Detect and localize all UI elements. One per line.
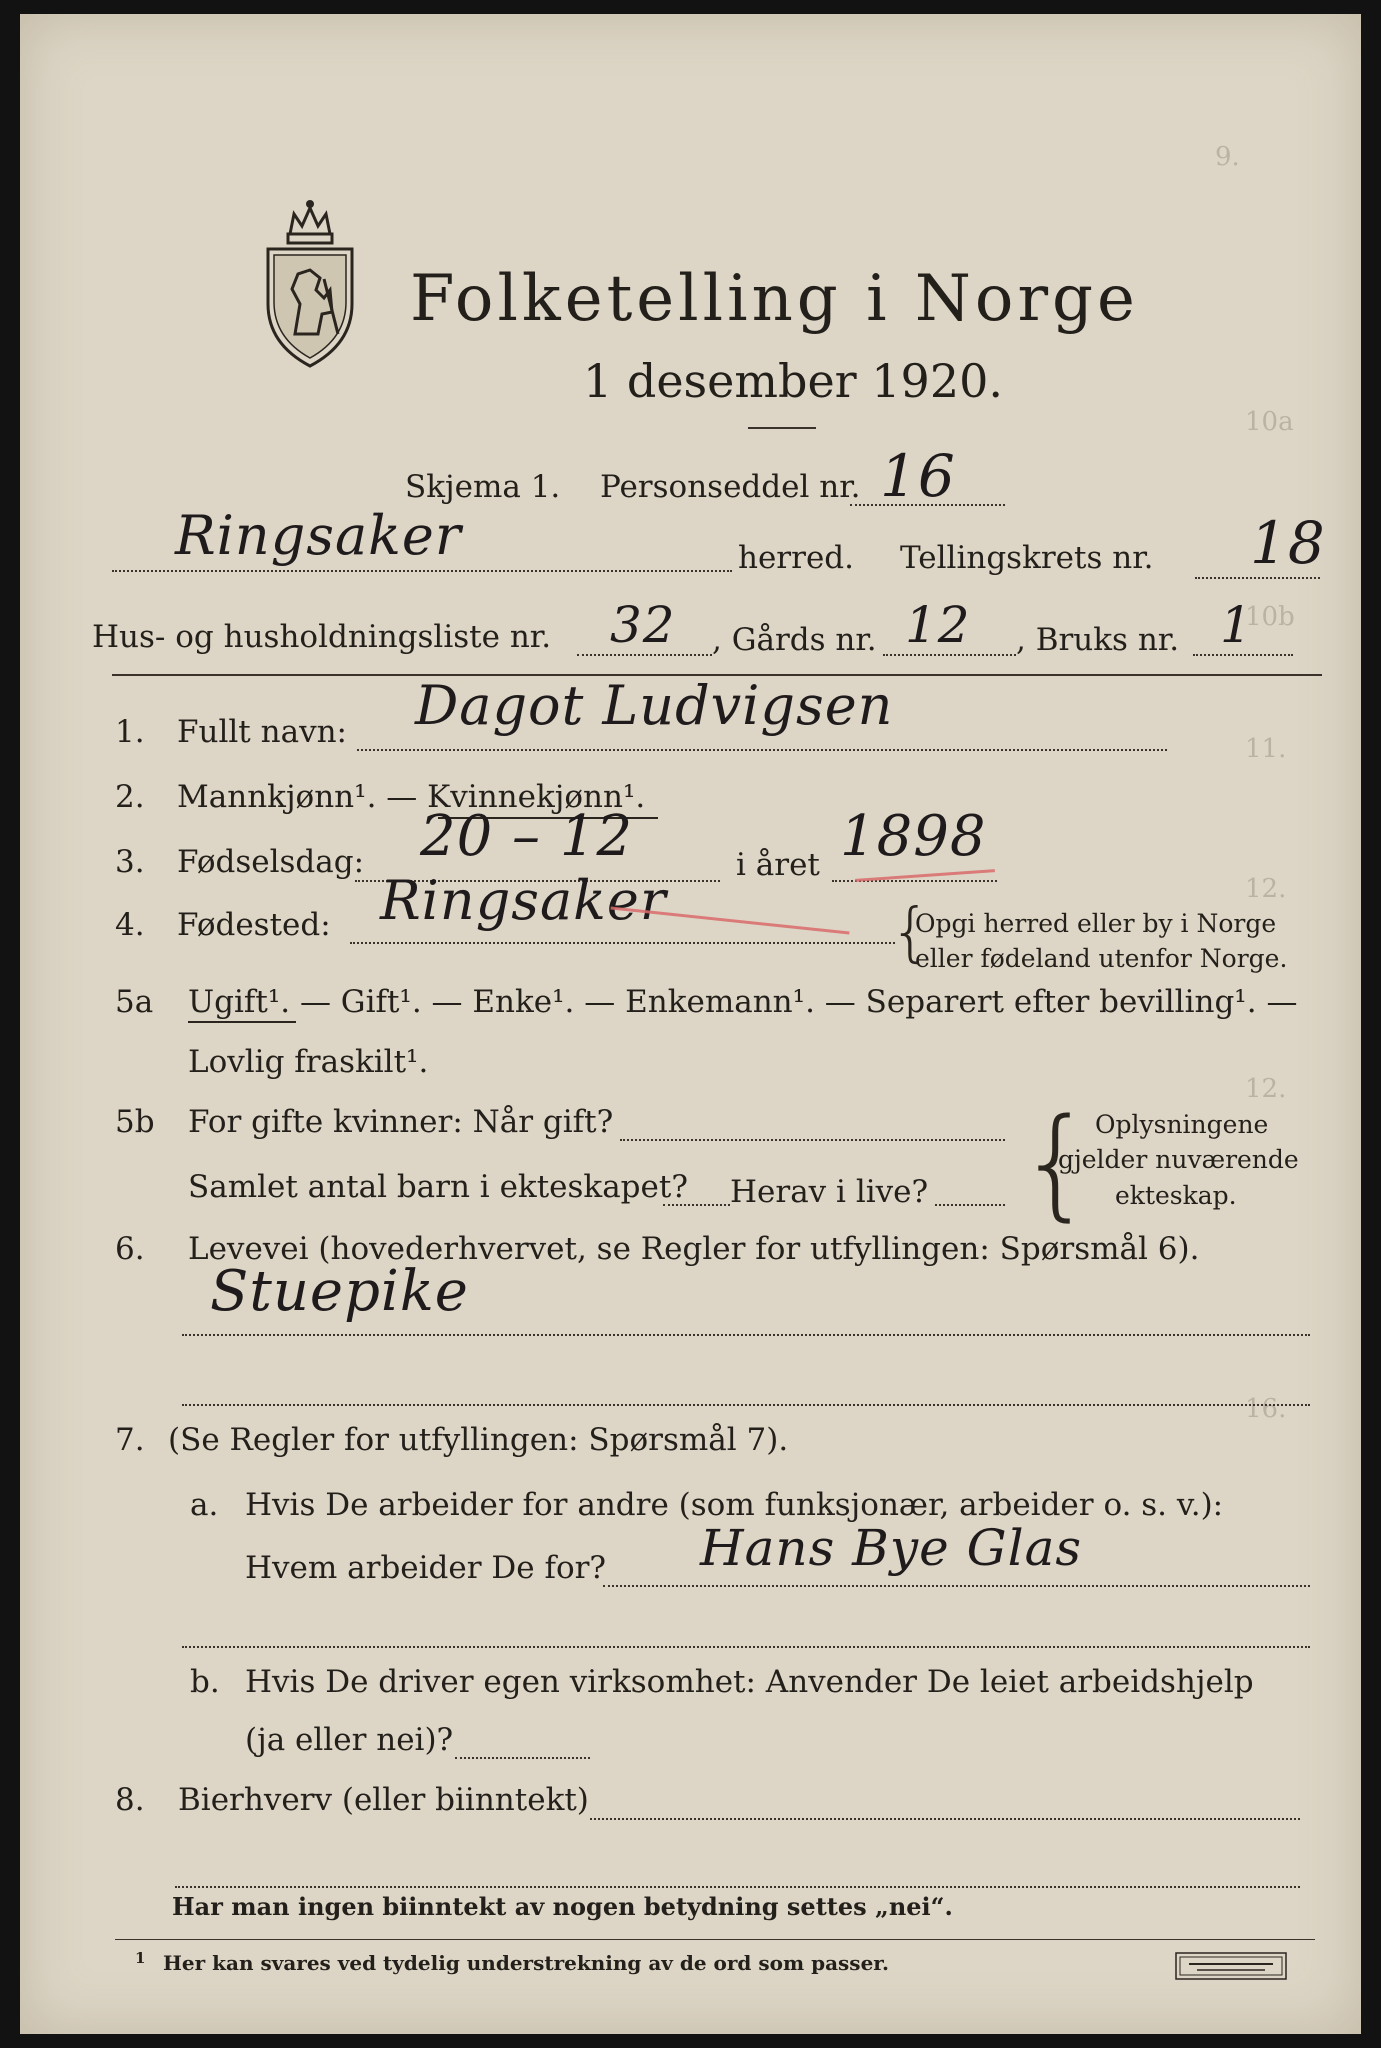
q4-number: 4. (115, 907, 145, 943)
q4-brace: { (890, 896, 931, 970)
q2-number: 2. (115, 779, 145, 815)
q4-note-line2: eller fødeland utenfor Norge. (915, 944, 1288, 973)
census-date: 1 desember 1920. (583, 354, 1003, 408)
personseddel-value[interactable]: 16 (880, 442, 956, 510)
q5b-brace: { (1018, 1094, 1095, 1233)
q7a-letter: a. (190, 1487, 219, 1523)
q1-number: 1. (115, 714, 145, 750)
norwegian-coat-of-arms-icon (260, 194, 360, 369)
gards-value[interactable]: 12 (905, 596, 971, 654)
q7b-letter: b. (190, 1664, 220, 1700)
q5b-note-line3: ekteskap. (1115, 1181, 1237, 1210)
q5b-note-line2: gjelder nuværende (1058, 1145, 1299, 1174)
q3-number: 3. (115, 844, 145, 880)
q4-label: Fødested: (177, 907, 331, 943)
form-title: Folketelling i Norge (410, 262, 1139, 336)
q3-year-value[interactable]: 1898 (840, 804, 987, 869)
personseddel-label: Personseddel nr. (600, 469, 861, 505)
footnote-marker: 1 (135, 1949, 146, 1967)
herred-value[interactable]: Ringsaker (175, 504, 462, 567)
bleed-through: 11. (1245, 734, 1287, 764)
q5a-label-cont: Lovlig fraskilt¹. (188, 1044, 429, 1080)
q6-label: Levevei (hovederhvervet, se Regler for utfyllingen: Spørsmål 6). (188, 1231, 1200, 1267)
footer-note: Har man ingen biinntekt av nogen betydning settes „nei“. (172, 1892, 953, 1921)
q5b-children-label: Samlet antal barn i ekteskapet? (188, 1169, 688, 1205)
q2-label: Mannkjønn¹. — Kvinnekjønn¹. (177, 779, 646, 815)
bruks-value[interactable]: 1 (1220, 596, 1253, 654)
q7b-label: Hvis De driver egen virksomhet: Anvender De leiet arbeidshjelp (245, 1664, 1254, 1700)
title-divider (748, 427, 816, 429)
tellingskrets-value[interactable]: 18 (1250, 509, 1326, 577)
q7a-value[interactable]: Hans Bye Glas (700, 1519, 1083, 1577)
q3-value[interactable]: 20 – 12 (420, 804, 634, 869)
gards-label: , Gårds nr. (712, 622, 877, 658)
q8-number: 8. (115, 1782, 145, 1818)
q4-note-line1: Opgi herred eller by i Norge (915, 909, 1277, 938)
q3-year-label: i året (736, 847, 820, 883)
bleed-through: 10b (1245, 602, 1295, 632)
hus-value[interactable]: 32 (610, 596, 676, 654)
q7-number: 7. (115, 1422, 145, 1458)
bleed-through: 12. (1245, 874, 1287, 904)
q8-label: Bierhverv (eller biinntekt) (178, 1782, 589, 1818)
bleed-through: 16. (1245, 1394, 1287, 1424)
q5a-selection-underline (188, 1021, 296, 1023)
q5a-label: Ugift¹. — Gift¹. — Enke¹. — Enkemann¹. — Separert efter bevilling¹. — (188, 984, 1298, 1020)
herred-label: herred. (738, 540, 854, 576)
footer-divider (115, 1939, 1315, 1940)
bleed-through: 12. (1245, 1074, 1287, 1104)
q1-value[interactable]: Dagot Ludvigsen (415, 674, 894, 737)
q3-label: Fødselsdag: (177, 844, 365, 880)
q7-label: (Se Regler for utfyllingen: Spørsmål 7). (168, 1422, 789, 1458)
hus-label: Hus- og husholdningsliste nr. (92, 619, 552, 655)
printer-stamp-icon (1175, 1952, 1287, 1980)
q7b-label-cont: (ja eller nei)? (245, 1722, 454, 1758)
q5b-when-label: For gifte kvinner: Når gift? (188, 1104, 614, 1140)
q5a-number: 5a (115, 984, 154, 1020)
q5b-number: 5b (115, 1104, 155, 1140)
q7a-label: Hvis De arbeider for andre (som funksjonær, arbeider o. s. v.): (245, 1487, 1224, 1523)
q5b-alive-label: Herav i live? (730, 1174, 929, 1210)
census-form-page (20, 14, 1361, 2034)
footnote: Her kan svares ved tydelig understrekning av de ord som passer. (163, 1951, 889, 1975)
schema-label: Skjema 1. (405, 469, 561, 505)
q5b-note-line1: Oplysningene (1095, 1110, 1269, 1139)
bleed-through: 9. (1215, 142, 1240, 172)
bleed-through: 10a (1245, 407, 1294, 437)
bruks-label: , Bruks nr. (1016, 622, 1180, 658)
q1-label: Fullt navn: (177, 714, 347, 750)
q6-value[interactable]: Stuepike (210, 1259, 469, 1324)
q7a-employer-label: Hvem arbeider De for? (245, 1550, 607, 1586)
tellingskrets-label: Tellingskrets nr. (900, 540, 1154, 576)
q6-number: 6. (115, 1231, 145, 1267)
q4-value[interactable]: Ringsaker (380, 869, 667, 932)
